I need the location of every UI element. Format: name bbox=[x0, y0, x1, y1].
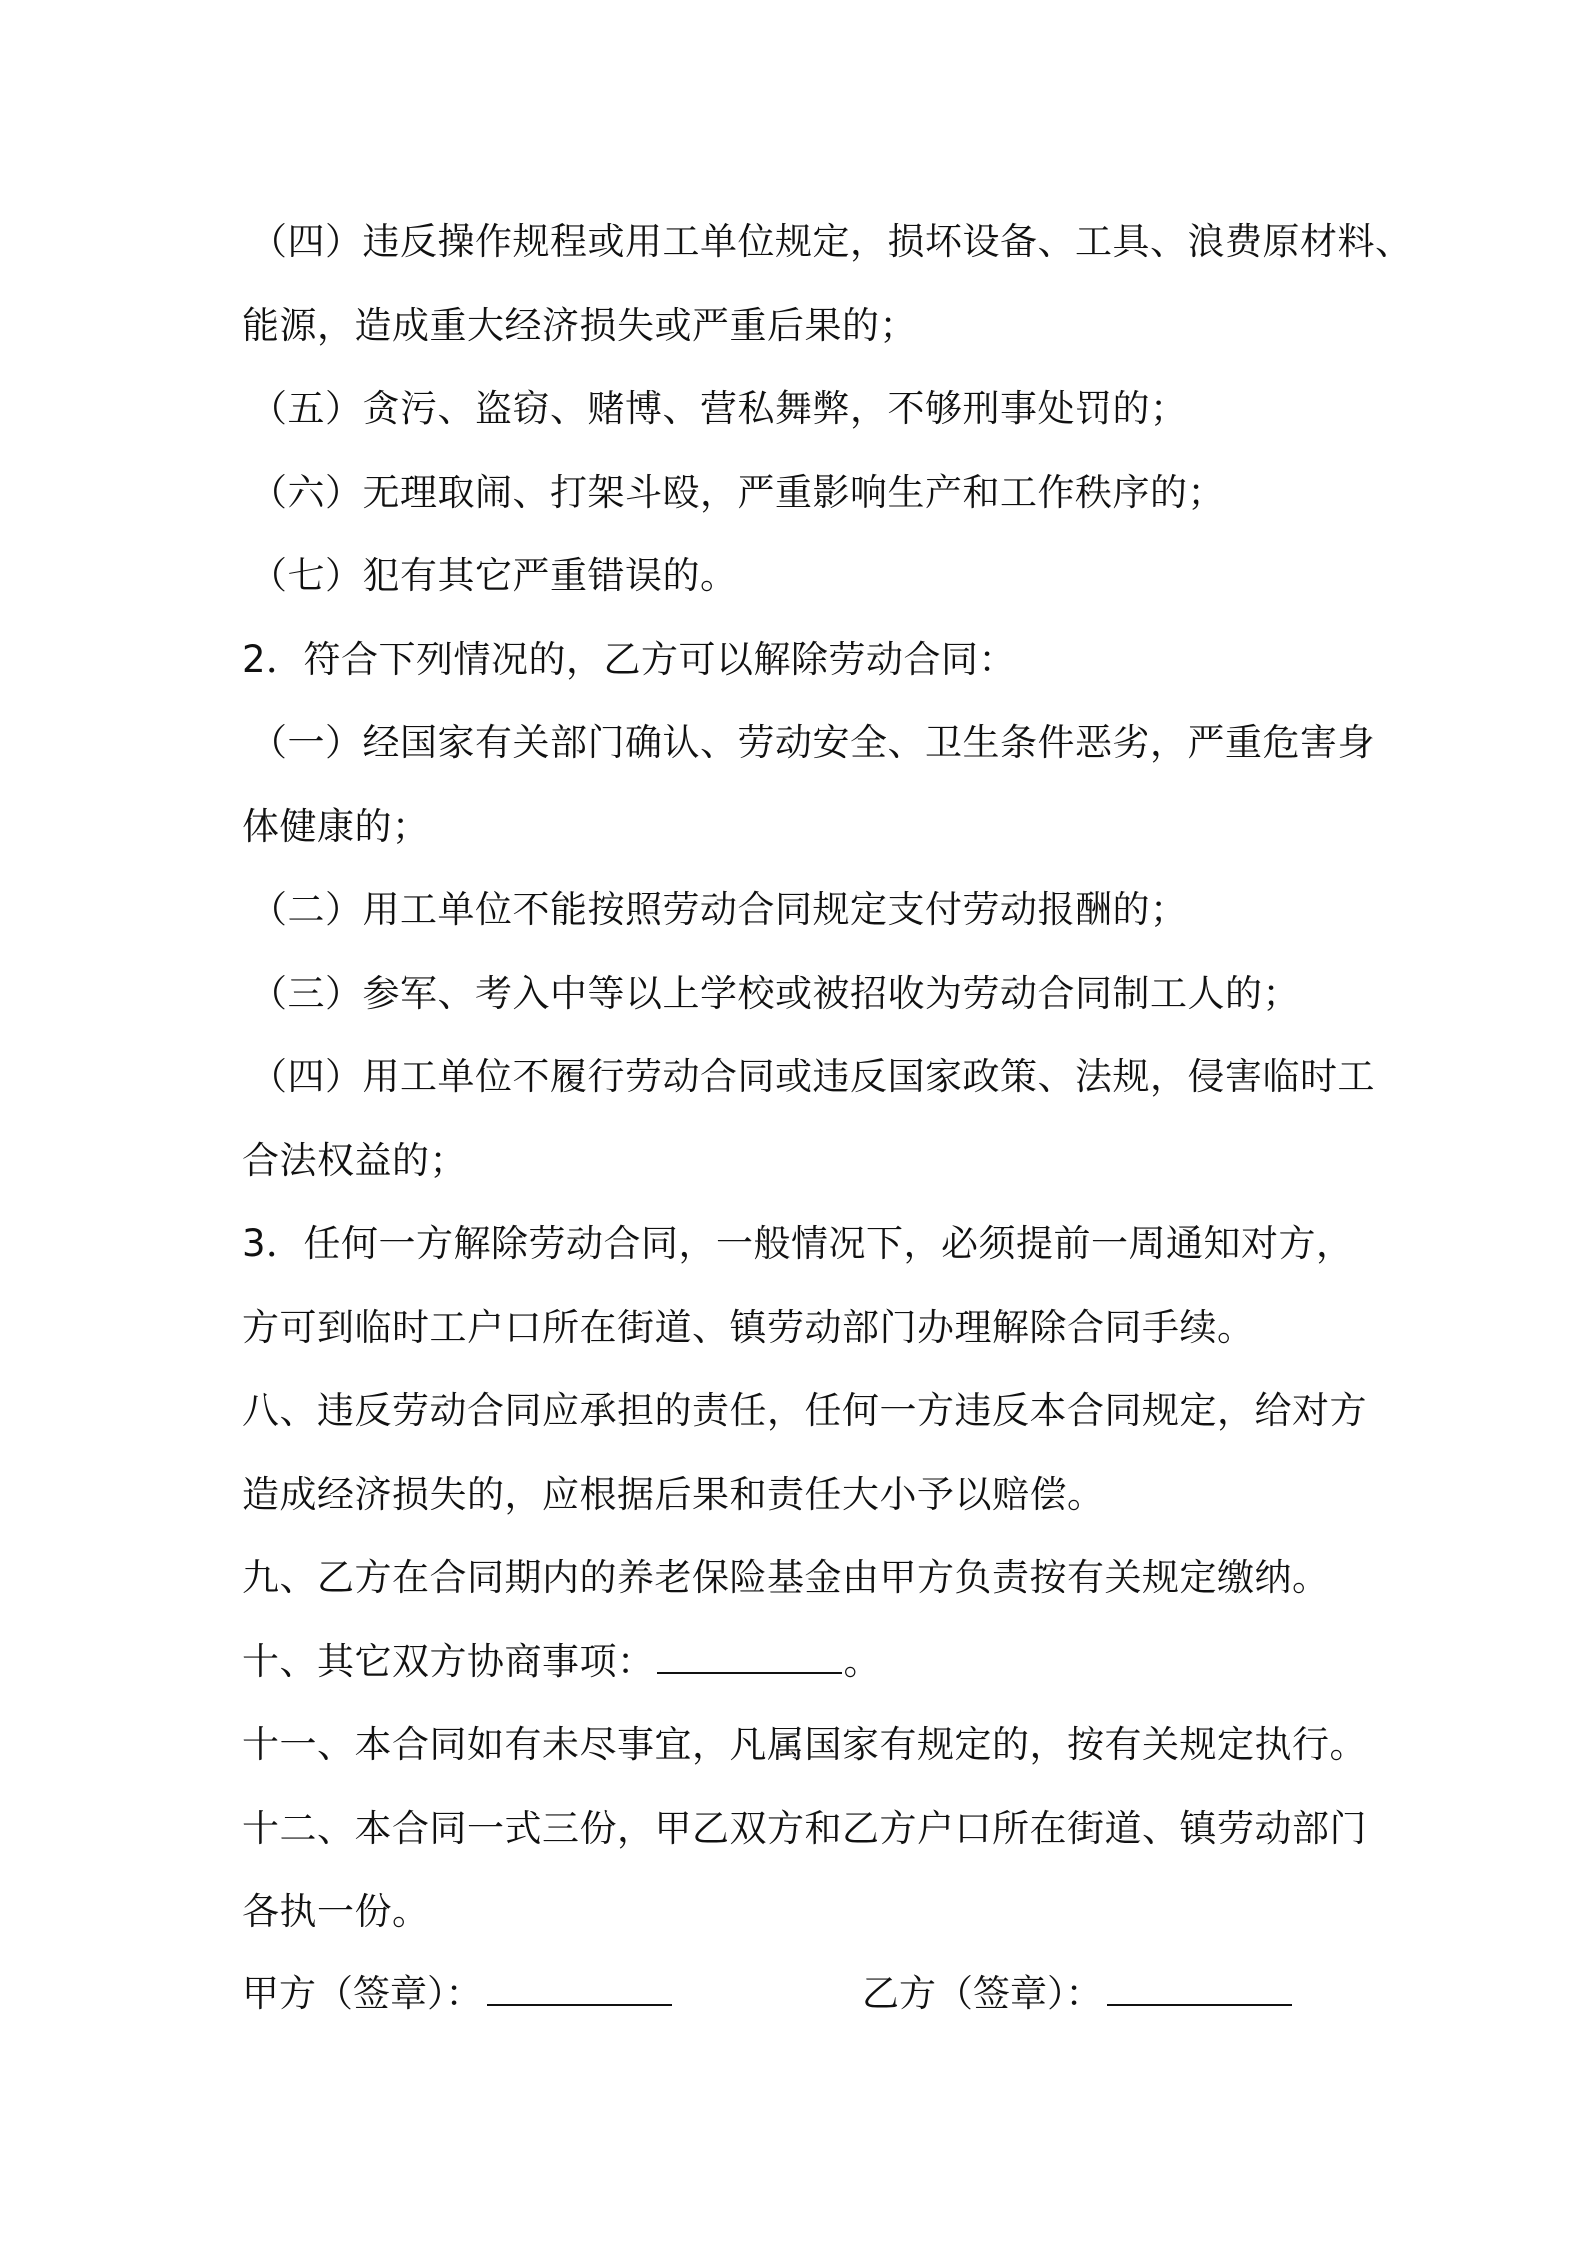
text-line: （七）犯有其它严重错误的。 bbox=[250, 554, 738, 597]
text-line: 3．任何一方解除劳动合同，一般情况下，必须提前一周通知对方， bbox=[242, 1222, 1354, 1265]
party-a-signature-blank[interactable] bbox=[487, 1974, 672, 2006]
text-line: （二）用工单位不能按照劳动合同规定支付劳动报酬的； bbox=[250, 888, 1188, 931]
item-10-label: 十、其它双方协商事项： bbox=[242, 1639, 655, 1683]
text-line: （五）贪污、盗窃、赌博、营私舞弊，不够刑事处罚的； bbox=[250, 387, 1188, 430]
party-b-signature bbox=[862, 1952, 1292, 2036]
text-line: （四）违反操作规程或用工单位规定，损坏设备、工具、浪费原材料、 bbox=[250, 220, 1413, 263]
item-10-period: 。 bbox=[843, 1639, 881, 1683]
text-line: （四）用工单位不履行劳动合同或违反国家政策、法规，侵害临时工 bbox=[250, 1055, 1375, 1098]
item-10-line bbox=[242, 1620, 1362, 1704]
text-line: 各执一份。 bbox=[242, 1890, 430, 1933]
text-line: 方可到临时工户口所在街道、镇劳动部门办理解除合同手续。 bbox=[242, 1305, 1255, 1349]
text-line: 造成经济损失的，应根据后果和责任大小予以赔偿。 bbox=[242, 1472, 1105, 1516]
text-line: 八、违反劳动合同应承担的责任，任何一方违反本合同规定，给对方 bbox=[242, 1389, 1367, 1432]
text-line: （一）经国家有关部门确认、劳动安全、卫生条件恶劣，严重危害身 bbox=[250, 721, 1375, 764]
text-line: （三）参军、考入中等以上学校或被招收为劳动合同制工人的； bbox=[250, 971, 1300, 1015]
text-line: （六）无理取闹、打架斗殴，严重影响生产和工作秩序的； bbox=[250, 470, 1225, 514]
text-line: 2．符合下列情况的，乙方可以解除劳动合同： bbox=[242, 637, 1017, 681]
party-b-signature-blank[interactable] bbox=[1107, 1974, 1292, 2006]
party-a-signature bbox=[242, 1952, 672, 2036]
text-line: 十二、本合同一式三份，甲乙双方和乙方户口所在街道、镇劳动部门 bbox=[242, 1806, 1367, 1850]
party-b-label: 乙方（签章）： bbox=[862, 1972, 1103, 2015]
text-line: 十一、本合同如有未尽事宜，凡属国家有规定的，按有关规定执行。 bbox=[242, 1723, 1367, 1766]
text-line: 能源，造成重大经济损失或严重后果的； bbox=[242, 303, 917, 347]
text-line: 体健康的； bbox=[242, 804, 430, 848]
text-line: 合法权益的； bbox=[242, 1138, 467, 1182]
text-line: 九、乙方在合同期内的养老保险基金由甲方负责按有关规定缴纳。 bbox=[242, 1556, 1330, 1599]
document-body bbox=[242, 200, 1413, 1954]
party-a-label: 甲方（签章）： bbox=[242, 1972, 483, 2015]
signature-row bbox=[242, 1952, 1362, 2036]
fill-in-blank[interactable] bbox=[657, 1642, 842, 1674]
